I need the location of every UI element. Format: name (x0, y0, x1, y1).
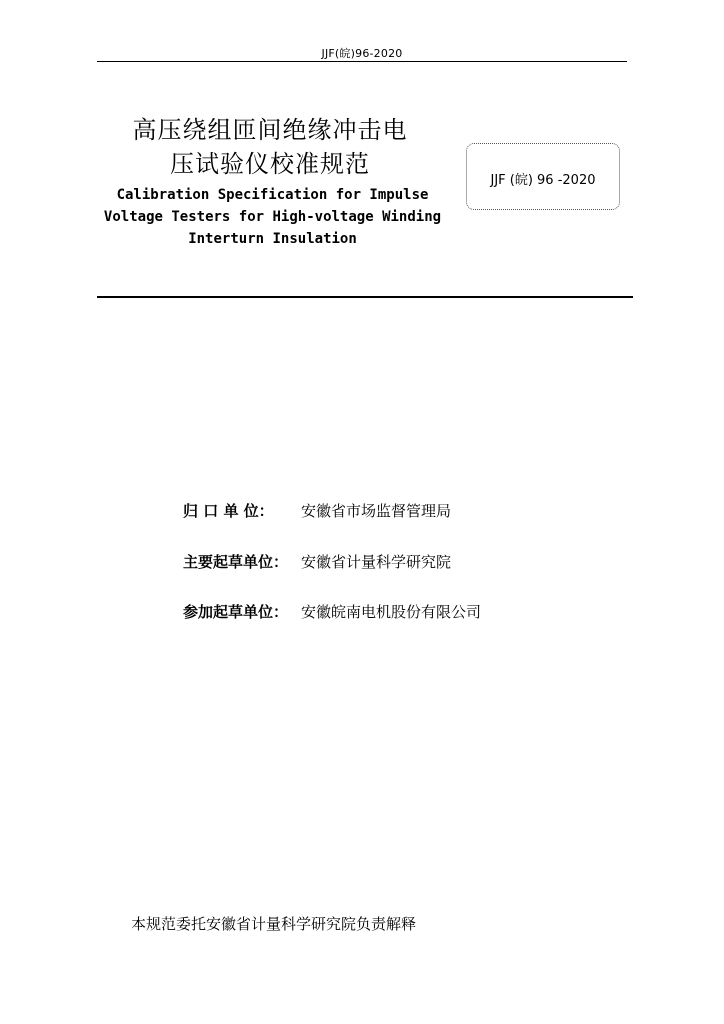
unit-label: 参加起草单位： (183, 603, 289, 621)
title-cn-line2: 压试验仪校准规范 (170, 150, 370, 178)
footer-note: 本规范委托安徽省计量科学研究院负责解释 (131, 915, 417, 933)
unit-value: 安徽皖南电机股份有限公司 (301, 603, 482, 621)
unit-value: 安徽省市场监督管理局 (301, 502, 452, 520)
unit-row-participating-drafter (183, 601, 481, 622)
title-en-line3: Interturn Insulation (188, 231, 357, 247)
title-en-line2: Voltage Testers for High-voltage Winding (103, 209, 442, 225)
unit-label: 归 口 单 位： (183, 502, 274, 520)
unit-row-responsible (183, 500, 451, 521)
spec-code-box (466, 143, 620, 210)
title-cn-line1: 高压绕组匝间绝缘冲击电 (132, 116, 408, 144)
header-rule (97, 61, 627, 62)
unit-row-main-drafter (183, 551, 451, 572)
unit-value: 安徽省计量科学研究院 (301, 553, 452, 571)
main-rule (97, 296, 633, 298)
spec-code-text: JJF (皖) 96 -2020 (490, 173, 596, 188)
unit-label: 主要起草单位： (183, 553, 289, 571)
title-en (90, 184, 455, 250)
header-code: JJF(皖)96-2020 (321, 47, 403, 60)
title-en-line1: Calibration Specification for Impulse (116, 187, 429, 203)
